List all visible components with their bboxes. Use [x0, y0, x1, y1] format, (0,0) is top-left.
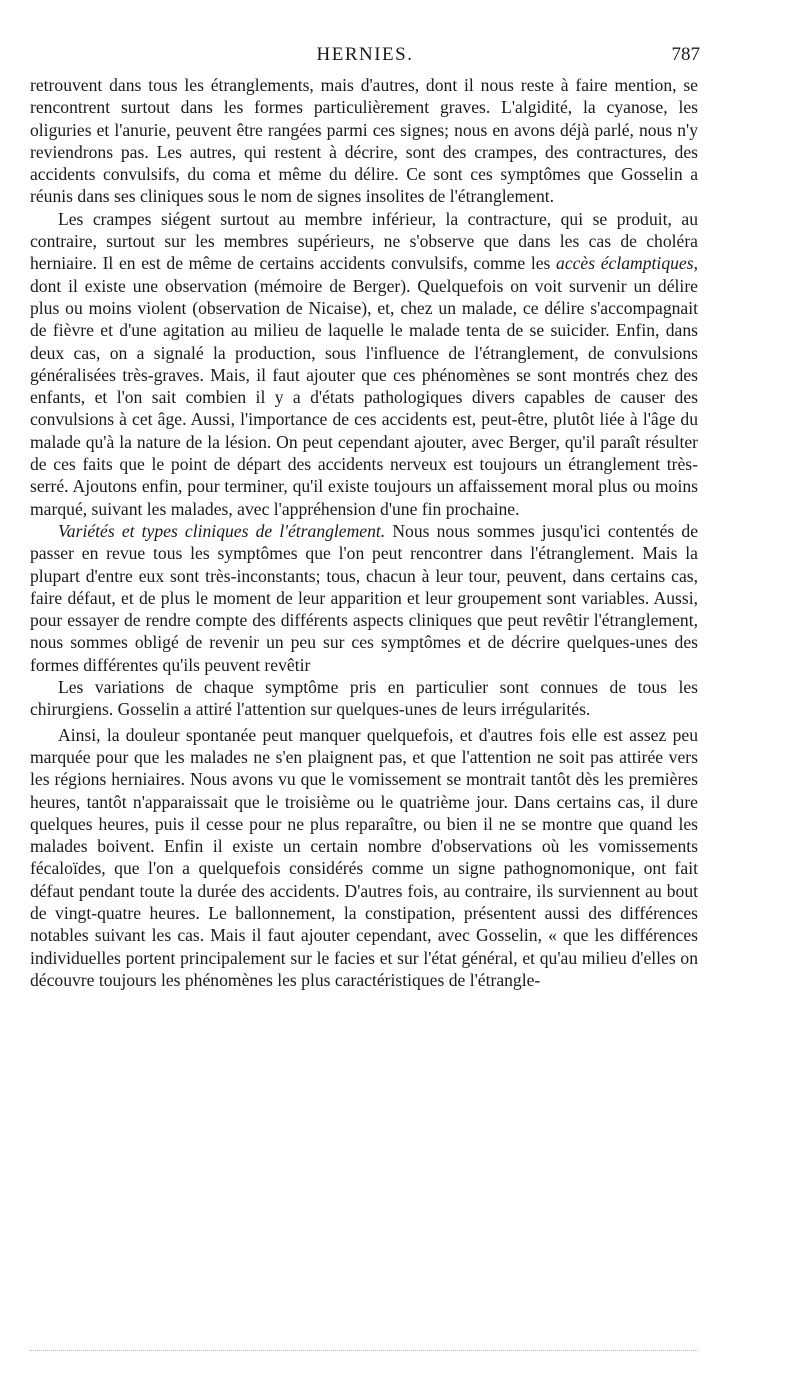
- paragraph-ainsi: Ainsi, la douleur spontanée peut manquer quelquefois, et d'autres fois elle est assez peu marquée pour que les malades ne s'en plaignent pas, et que l'attention ne soit pas attirée vers les régions herniaires. Nous avons vu que le vomissement se montrait tantôt dès les premières heures, tantôt n'apparaissait que le troisième ou le quatrième jour. Dans certains cas, il dure quelques heures, puis il cesse pour ne plus reparaître, ou bien il ne se montre que quand les malades boivent. Enfin il existe un certain nombre d'observations où les vomissements fécaloïdes, que l'on a quelquefois considérés comme un signe pathognomonique, ont fait défaut pendant toute la durée des accidents. D'autres fois, au contraire, ils surviennent au bout de vingt-quatre heures. Le ballonnement, la constipation, présentent aussi des différences notables suivant les cas. Mais il faut ajouter cependant, avec Gosselin, « que les différences individuelles portent principalement sur le facies et sur l'état général, et qu'au milieu d'elles on découvre toujours les phénomènes les plus caractéristiques de l'étrangle-: [30, 724, 698, 990]
- italic-term-acces-eclamptiques: accès éclamptiques: [556, 253, 694, 274]
- paragraph-varietes: [30, 520, 698, 676]
- paragraph-crampes-start: Les crampes siégent surtout au membre inférieur, la contracture, qui se produit, au contraire, surtout sur les membres supérieurs, ne s'observe que dans les cas de choléra herniaire. Il en est de même de certains accidents convulsifs, comme les: [30, 208, 698, 274]
- paragraph-continued: retrouvent dans tous les étranglements, mais d'autres, dont il nous reste à faire mention, se rencontrent surtout dans les formes particulièrement graves. L'algidité, la cyanose, les oliguries et l'anurie, peuvent être rangées parmi ces signes; nous en avons déjà parlé, nous n'y reviendrons pas. Les autres, qui restent à décrire, sont des crampes, des contractures, des accidents convulsifs, du coma et même du délire. Ce sont ces symptômes que Gosselin a réunis dans ses cliniques sous le nom de signes insolites de l'étranglement.: [30, 75, 698, 207]
- paragraph-varietes-text: Nous nous sommes jusqu'ici contentés de passer en revue tous les symptômes que l'on peut rencontrer dans l'étranglement. Mais la plupart d'entre eux sont très-inconstants; tous, chacun à leur tour, peuvent, dans certains cas, faire défaut, et de plus le moment de leur apparition et leur groupement sont variables. Aussi, pour essayer de rendre compte des différents aspects cliniques que peut revêtir l'étranglement, nous sommes obligé de revenir un peu sur ces symptômes et de décrire quelques-unes des formes différentes qu'ils peuvent revêtir: [30, 520, 699, 675]
- paragraph-crampes: [30, 208, 698, 520]
- body-text: [30, 74, 698, 991]
- section-heading-varietes: Variétés et types cliniques de l'étranglement.: [58, 520, 386, 541]
- page-number: 787: [671, 44, 700, 65]
- running-title: HERNIES.: [316, 44, 414, 65]
- paragraph-crampes-end: , dont il existe une observation (mémoire de Berger). Quelquefois on voit survenir un délire plus ou moins violent (observation de Nicaise), et, chez un malade, ce délire s'accompagnait de fièvre et d'une agitation au milieu de laquelle le malade tenta de se suicider. Enfin, dans deux cas, on a signalé la production, sous l'influence de l'étranglement, de convulsions généralisées très-graves. Mais, il faut ajouter que ces phénomènes se sont montrés chez des enfants, et l'on sait combien il y a d'états pathologiques divers capables de causer des convulsions à cet âge. Aussi, l'importance de ces accidents est, peut-être, plutôt liée à l'âge du malade qu'à la nature de la lésion. On peut cependant ajouter, avec Berger, qu'il paraît résulter de ces faits que le point de départ des accidents nerveux est toujours un étranglement très-serré. Ajoutons enfin, pour terminer, qu'il existe toujours un affaissement moral plus ou moins marqué, suivant les malades, avec l'appréhension d'une fin prochaine.: [30, 253, 698, 519]
- paragraph-variations: Les variations de chaque symptôme pris en particulier sont connues de tous les chirurgiens. Gosselin a attiré l'attention sur quelques-unes de leurs irrégularités.: [30, 677, 698, 720]
- running-head: [30, 44, 700, 70]
- bottom-rule: [30, 1350, 698, 1351]
